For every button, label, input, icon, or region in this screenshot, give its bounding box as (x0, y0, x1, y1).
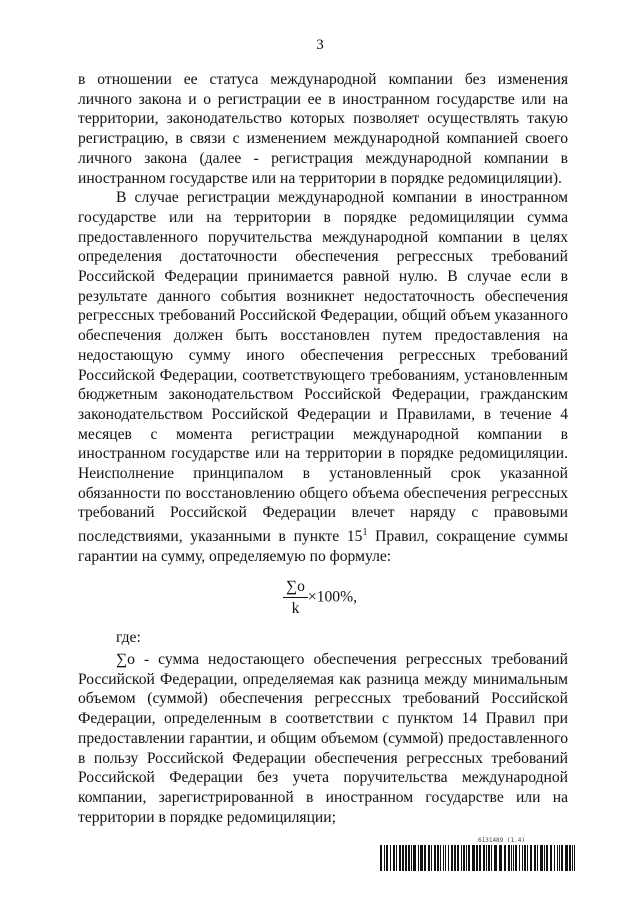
paragraph-2-text: В случае регистрации международной компании в иностранном государстве или на территории в порядке редомициляции сумма предоставленного поручительства международной компании в целях определения достаточности обеспечения регрессных требований Российской Федерации принимается равной нулю. В случае если в результате данного события возникнет недостаточность обеспечения регрессных требований Российской Федерации, общий объем указанного обеспечения должен быть восстановлен путем предоставления на недостающую сумму иного обеспечения регрессных требований Российской Федерации, соответствующего требованиям, установленным бюджетным законодательством Российской Федерации, гражданским законодательством Российской Федерации и Правилами, в течение 4 месяцев с момента регистрации международной компании в иностранном государстве или на территории в порядке редомициляции. Неисполнение принципалом в установленный срок указанной обязанности по восстановлению общего объема обеспечения регрессных требований Российской Федерации влечет наряду с правовыми последствиями, указанными в пункте 15 (78, 189, 568, 546)
footnote-superscript: 1 (362, 527, 368, 539)
page-number: 3 (316, 37, 324, 53)
formula-denominator: k (291, 600, 300, 617)
main-text (78, 70, 568, 567)
definition-symbol: ∑o (116, 651, 135, 668)
formula (0, 578, 640, 618)
definition-text: - сумма недостающего обеспечения регрессных требований Российской Федерации, определяемая как разница между минимальным объемом (суммой) обеспечения регрессных требований Российской Федерации, определенным в соответствии с пунктом 14 Правил при предоставлении гарантии, и общим объемом (суммой) предоставленного в пользу Российской Федерации обеспечения регрессных требований Российской Федерации без учета поручительства международной компании, зарегистрированной в иностранном государстве или на территории в порядке редомициляции; (78, 651, 568, 826)
paragraph-1: в отношении ее статуса международной компании без изменения личного закона и о регистрации ее в иностранном государстве или на территории, законодательство которых позволяет осуществлять такую регистрацию, в связи с изменением международной компанией своего личного закона (далее - регистрация международной компании в иностранном государстве или на территории в порядке редомициляции). (78, 71, 568, 187)
where-label: где: (116, 629, 141, 646)
document-code: 6131489 (1.4) (478, 837, 525, 844)
formula-fraction (283, 578, 308, 618)
formula-numerator: ∑o (283, 578, 308, 598)
barcode (380, 845, 575, 871)
paragraph-2-text-end: Правил, сокращение суммы гарантии на сумму, определяемую по формуле: (78, 528, 568, 566)
formula-tail: ×100%, (307, 588, 357, 606)
definition-paragraph (78, 650, 568, 827)
definition-block (78, 650, 568, 827)
paragraph-2 (78, 188, 568, 567)
